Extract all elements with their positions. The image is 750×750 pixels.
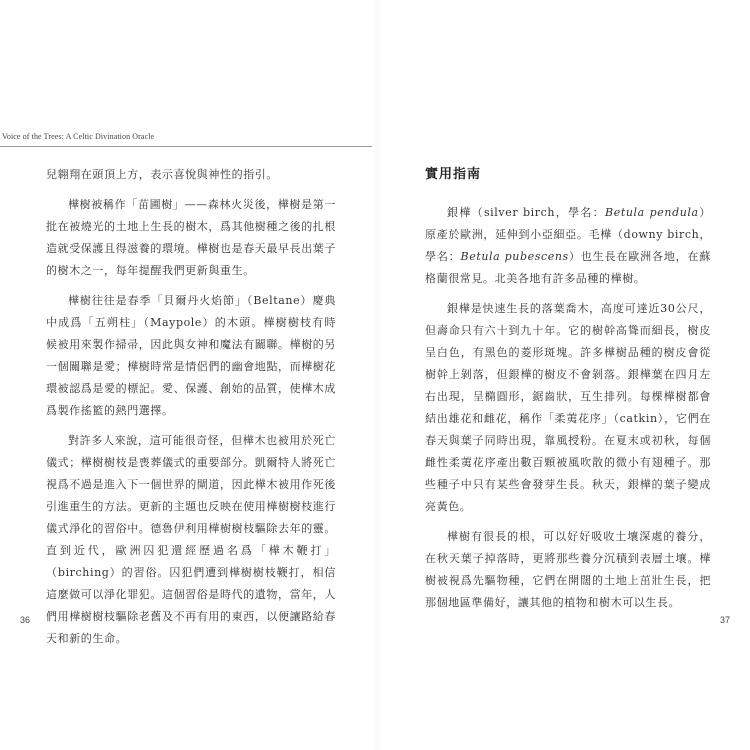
right-page-body: [425, 164, 711, 622]
paragraph-silver-birch-description: 銀樺是快速生長的落葉喬木，高度可達近30公尺，但壽命只有六十到九十年。它的樹幹高聳而細長，樹皮呈白色，有黑色的菱形斑塊。許多樺樹品種的樹皮會從樹幹上剝落，但銀樺的樹皮不會剝落。銀樺葉在四月左右出現，呈橢圓形，鋸齒狀，互生排列。每棵樺樹都會結出雄花和雌花，稱作「柔荑花序」（catkin），它們在春天與葉子同時出現，靠風授粉。在夏末或初秋，每個雌性柔荑花序產出數百顆被風吹散的微小有翅種子。那些種子中只有某些會發芽生長。秋天，銀樺的葉子變成亮黃色。: [425, 302, 711, 513]
species-latin-name-1: Betula pendula: [605, 206, 699, 219]
paragraph-nursery-tree: 樺樹被稱作「苗圃樹」——森林火災後，樺樹是第一批在被燒光的土地上生長的樹木，爲其他樹種之後的扎根造就受保護且得滋養的環境。樺樹也是春天最早長出葉子的樹木之一，每年提醒我們更新與重生。: [46, 198, 336, 277]
running-head-rule: [0, 146, 372, 147]
running-head: Voice of the Trees: A Celtic Divination Oracle: [2, 132, 155, 141]
paragraph-beltane: 樺樹往往是春季「貝爾丹火焰節」（Beltane）慶典中成爲「五朔柱」（Maypole）的木頭。樺樹樹枝有時候被用來製作掃帚，因此與女神和魔法有關聯。樺樹的另一個關聯是愛；樺樹時常是情侶們的幽會地點，而樺樹花環被認爲是愛的標記。愛、保護、創始的品質，使樺木成爲製作搖籃的熱門選擇。: [46, 294, 336, 417]
left-page-body: [46, 164, 336, 658]
paragraph-roots: 樺樹有很長的根，可以好好吸收土壤深處的養分，在秋天葉子掉落時，更將那些養分沉積到表層土壤。樺樹被視爲先驅物種，它們在開闊的土地上茁壯生長，把那個地區準備好，讓其他的植物和樹木可以生長。: [425, 530, 711, 609]
page-number-left: 36: [20, 615, 31, 625]
paragraph-continuation: 兒翱翔在頭頂上方，表示喜悅與神性的指引。: [46, 168, 278, 181]
paragraph-species: [425, 202, 711, 290]
species-text-2: ）原產於歐洲，延伸到小亞細亞。毛樺（downy birch，學名：: [425, 206, 711, 263]
book-gutter: [372, 0, 382, 750]
paragraph-death-rituals: 對許多人來說，這可能很奇怪，但樺木也被用於死亡儀式；樺樹樹枝是喪葬儀式的重要部分。凱爾特人將死亡視爲不過是進入下一個世界的閘道，因此樺木被用作死後引進重生的方法。更新的主題也反映在使用樺樹樹枝進行儀式淨化的習俗中。德魯伊利用樺樹樹枝驅除去年的靈。直到近代，歐洲囚犯還經歷過名爲「樺木鞭打」（birching）的習俗。囚犯們遭到樺樹樹枝鞭打，相信這麼做可以淨化罪犯。這個習俗是時代的遺物，當年，人們用樺樹樹枝驅除老舊及不再有用的東西，以便讓路給春天和新的生命。: [46, 434, 336, 645]
species-latin-name-2: Betula pubescens: [460, 250, 569, 263]
section-title: 實用指南: [425, 167, 482, 182]
species-text-1: 銀樺（silver birch，學名：: [447, 206, 606, 219]
page-number-right: 37: [720, 615, 731, 625]
species-text-3: ）也生長在歐洲各地，在蘇格蘭很常見。北美各地有許多品種的樺樹。: [425, 250, 711, 285]
